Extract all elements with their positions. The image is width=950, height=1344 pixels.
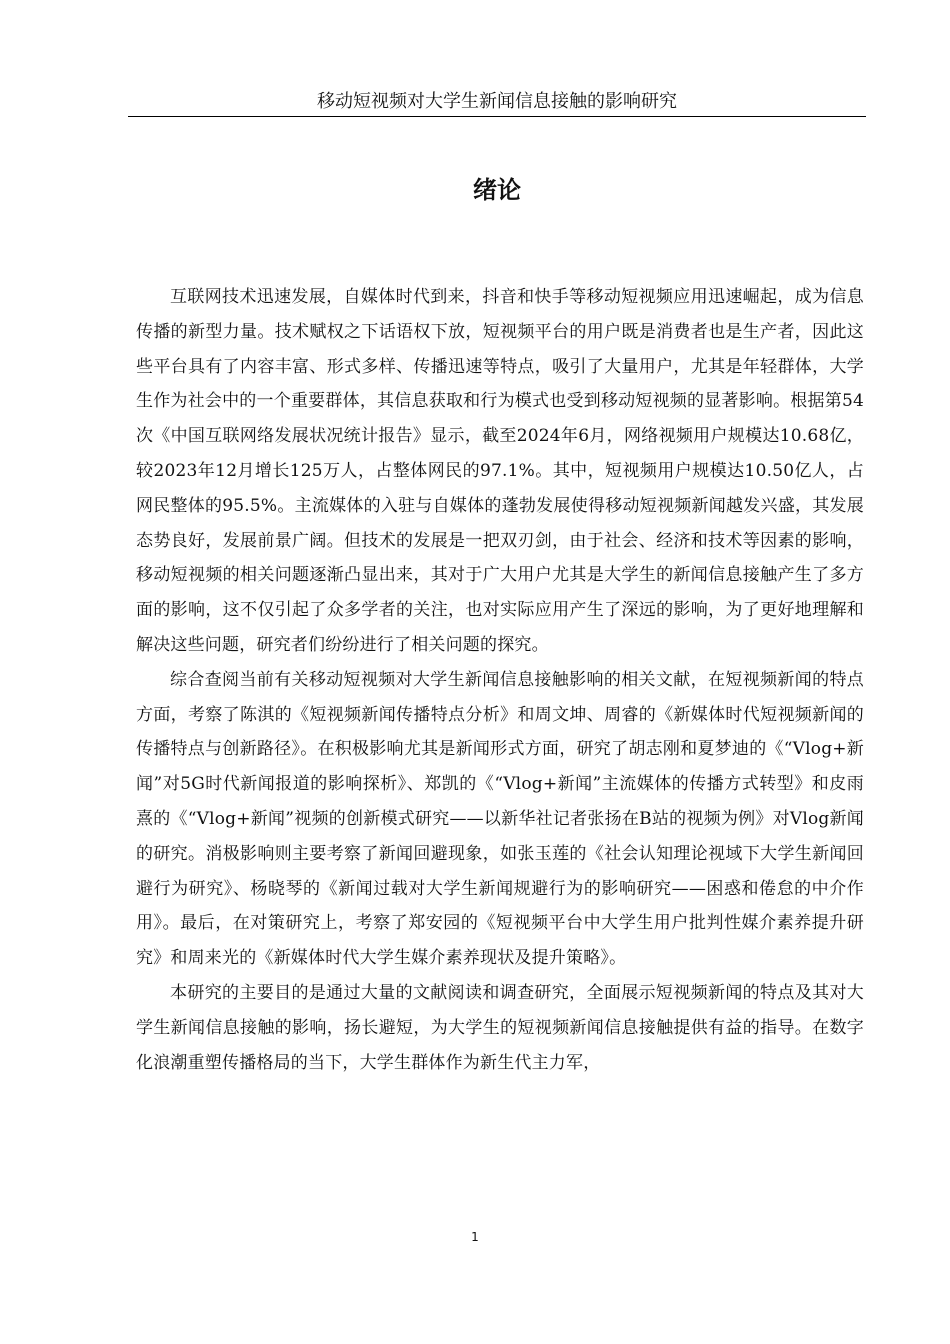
paragraph-research-purpose: 本研究的主要目的是通过大量的文献阅读和调查研究，全面展示短视频新闻的特点及其对大学生新闻信息接触的影响，扬长避短，为大学生的短视频新闻信息接触提供有益的指导。在数字化浪潮重塑传播格局的当下，大学生群体作为新生代主力军， <box>136 982 864 1073</box>
body-text <box>136 280 864 1080</box>
chapter-title: 绪论 <box>473 176 521 204</box>
paragraph-intro: 互联网技术迅速发展，自媒体时代到来，抖音和快手等移动短视频应用迅速崛起，成为信息传播的新型力量。技术赋权之下话语权下放，短视频平台的用户既是消费者也是生产者，因此这些平台具有了内容丰富、形式多样、传播迅速等特点，吸引了大量用户，尤其是年轻群体，大学生作为社会中的一个重要群体，其信息获取和行为模式也受到移动短视频的显著影响。根据第54次《中国互联网络发展状况统计报告》显示，截至2024年6月，网络视频用户规模达10.68亿，较2023年12月增长125万人，占整体网民的97.1%。其中，短视频用户规模达10.50亿人，占网民整体的95.5%。主流媒体的入驻与自媒体的蓬勃发展使得移动短视频新闻越发兴盛，其发展态势良好，发展前景广阔。但技术的发展是一把双刃剑，由于社会、经济和技术等因素的影响，移动短视频的相关问题逐渐凸显出来，其对于广大用户尤其是大学生的新闻信息接触产生了多方面的影响，这不仅引起了众多学者的关注，也对实际应用产生了深远的影响，为了更好地理解和解决这些问题，研究者们纷纷进行了相关问题的探究。 <box>136 287 864 655</box>
running-header: 移动短视频对大学生新闻信息接触的影响研究 <box>128 88 866 117</box>
page-number: 1 <box>471 1230 479 1244</box>
paragraph-literature-review: 综合查阅当前有关移动短视频对大学生新闻信息接触影响的相关文献，在短视频新闻的特点方面，考察了陈淇的《短视频新闻传播特点分析》和周文坤、周睿的《新媒体时代短视频新闻的传播特点与创新路径》。在积极影响尤其是新闻形式方面，研究了胡志刚和夏梦迪的《“Vlog+新闻”对5G时代新闻报道的影响探析》、郑凯的《“Vlog+新闻”主流媒体的传播方式转型》和皮雨熹的《“Vlog+新闻”视频的创新模式研究——以新华社记者张扬在B站的视频为例》对Vlog新闻的研究。消极影响则主要考察了新闻回避现象，如张玉莲的《社会认知理论视域下大学生新闻回避行为研究》、杨晓琴的《新闻过载对大学生新闻规避行为的影响研究——困惑和倦怠的中介作用》。最后，在对策研究上，考察了郑安园的《短视频平台中大学生用户批判性媒介素养提升研究》和周来光的《新媒体时代大学生媒介素养现状及提升策略》。 <box>136 669 864 969</box>
